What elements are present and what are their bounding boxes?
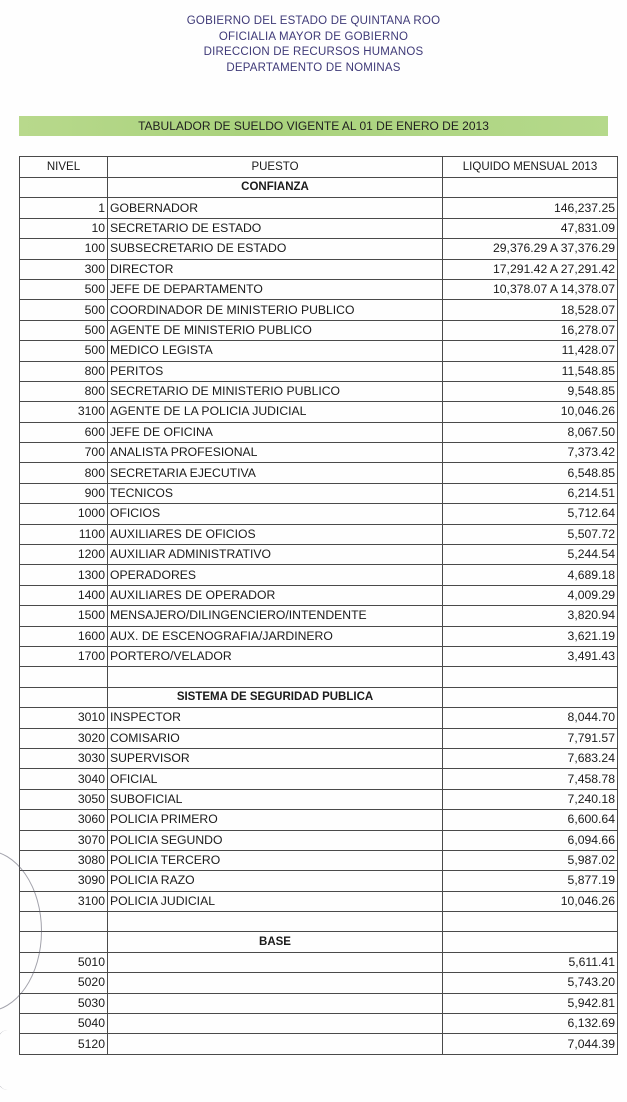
level-cell: 3020 bbox=[20, 728, 108, 748]
level-cell: 800 bbox=[20, 361, 108, 381]
table-row bbox=[20, 341, 618, 361]
blank-row bbox=[20, 912, 618, 932]
amount-cell: 5,743.20 bbox=[443, 973, 618, 993]
post-cell bbox=[108, 973, 443, 993]
amount-cell: 8,067.50 bbox=[443, 422, 618, 442]
section-level-cell bbox=[20, 178, 108, 198]
header-line-government: GOBIERNO DEL ESTADO DE QUINTANA ROO bbox=[186, 15, 441, 27]
amount-cell: 3,820.94 bbox=[443, 606, 618, 626]
level-cell: 1100 bbox=[20, 524, 108, 544]
table-row bbox=[20, 850, 618, 870]
table-row bbox=[20, 218, 618, 238]
amount-cell: 7,791.57 bbox=[443, 728, 618, 748]
amount-cell: 10,046.26 bbox=[443, 891, 618, 911]
post-cell: JEFE DE DEPARTAMENTO bbox=[108, 279, 443, 299]
post-cell: OFICIOS bbox=[108, 504, 443, 524]
amount-cell: 6,132.69 bbox=[443, 1014, 618, 1034]
level-cell: 800 bbox=[20, 381, 108, 401]
amount-cell: 17,291.42 A 27,291.42 bbox=[443, 259, 618, 279]
post-cell: AUXILIARES DE OPERADOR bbox=[108, 585, 443, 605]
post-cell: AUXILIARES DE OFICIOS bbox=[108, 524, 443, 544]
amount-cell: 146,237.25 bbox=[443, 198, 618, 218]
amount-cell: 5,712.64 bbox=[443, 504, 618, 524]
table-row bbox=[20, 565, 618, 585]
column-header-post: PUESTO bbox=[108, 157, 443, 178]
table-row bbox=[20, 789, 618, 809]
level-cell: 900 bbox=[20, 483, 108, 503]
amount-cell: 8,044.70 bbox=[443, 708, 618, 728]
table-row bbox=[20, 545, 618, 565]
post-cell: PORTERO/VELADOR bbox=[108, 646, 443, 666]
table-row bbox=[20, 728, 618, 748]
table-row bbox=[20, 1014, 618, 1034]
level-cell: 3010 bbox=[20, 708, 108, 728]
table-row bbox=[20, 504, 618, 524]
table-row bbox=[20, 871, 618, 891]
table-row bbox=[20, 483, 618, 503]
table-header-row bbox=[20, 157, 618, 178]
level-cell: 100 bbox=[20, 239, 108, 259]
amount-cell: 29,376.29 A 37,376.29 bbox=[443, 239, 618, 259]
post-cell: AUXILIAR ADMINISTRATIVO bbox=[108, 545, 443, 565]
section-row bbox=[20, 687, 618, 707]
post-cell: SUBSECRETARIO DE ESTADO bbox=[108, 239, 443, 259]
level-cell: 700 bbox=[20, 443, 108, 463]
post-cell: DIRECTOR bbox=[108, 259, 443, 279]
amount-cell: 11,428.07 bbox=[443, 341, 618, 361]
section-amount-cell bbox=[443, 932, 618, 952]
section-amount-cell bbox=[443, 687, 618, 707]
blank-cell bbox=[443, 912, 618, 932]
amount-cell: 10,378.07 A 14,378.07 bbox=[443, 279, 618, 299]
amount-cell: 3,621.19 bbox=[443, 626, 618, 646]
level-cell: 500 bbox=[20, 341, 108, 361]
banner-title: TABULADOR DE SUELDO VIGENTE AL 01 DE ENERO DE 2013 bbox=[138, 119, 489, 133]
post-cell: OPERADORES bbox=[108, 565, 443, 585]
level-cell: 1 bbox=[20, 198, 108, 218]
salary-table bbox=[19, 156, 618, 1055]
amount-cell: 18,528.07 bbox=[443, 300, 618, 320]
amount-cell: 5,877.19 bbox=[443, 871, 618, 891]
amount-cell: 6,548.85 bbox=[443, 463, 618, 483]
level-cell: 5020 bbox=[20, 973, 108, 993]
table-row bbox=[20, 1034, 618, 1054]
post-cell: SUPERVISOR bbox=[108, 748, 443, 768]
level-cell: 1200 bbox=[20, 545, 108, 565]
level-cell: 3070 bbox=[20, 830, 108, 850]
table-row bbox=[20, 646, 618, 666]
table-row bbox=[20, 810, 618, 830]
table-row bbox=[20, 973, 618, 993]
table-row bbox=[20, 585, 618, 605]
amount-cell: 7,458.78 bbox=[443, 769, 618, 789]
level-cell: 3040 bbox=[20, 769, 108, 789]
post-cell bbox=[108, 1034, 443, 1054]
level-cell: 3060 bbox=[20, 810, 108, 830]
level-cell: 1700 bbox=[20, 646, 108, 666]
post-cell: AGENTE DE MINISTERIO PUBLICO bbox=[108, 320, 443, 340]
section-row bbox=[20, 932, 618, 952]
level-cell: 1400 bbox=[20, 585, 108, 605]
section-title: BASE bbox=[108, 932, 443, 952]
level-cell: 5030 bbox=[20, 993, 108, 1013]
blank-cell bbox=[443, 667, 618, 687]
level-cell: 300 bbox=[20, 259, 108, 279]
level-cell: 500 bbox=[20, 279, 108, 299]
blank-cell bbox=[20, 667, 108, 687]
amount-cell: 5,987.02 bbox=[443, 850, 618, 870]
amount-cell: 16,278.07 bbox=[443, 320, 618, 340]
post-cell bbox=[108, 952, 443, 972]
level-cell: 3100 bbox=[20, 891, 108, 911]
amount-cell: 3,491.43 bbox=[443, 646, 618, 666]
amount-cell: 6,214.51 bbox=[443, 483, 618, 503]
level-cell: 1500 bbox=[20, 606, 108, 626]
post-cell: POLICIA SEGUNDO bbox=[108, 830, 443, 850]
table-row bbox=[20, 993, 618, 1013]
post-cell: GOBERNADOR bbox=[108, 198, 443, 218]
table-row bbox=[20, 830, 618, 850]
level-cell: 1600 bbox=[20, 626, 108, 646]
header-line-direction: DIRECCION DE RECURSOS HUMANOS bbox=[203, 46, 424, 58]
level-cell: 1300 bbox=[20, 565, 108, 585]
section-level-cell bbox=[20, 687, 108, 707]
table-row bbox=[20, 769, 618, 789]
post-cell: AGENTE DE LA POLICIA JUDICIAL bbox=[108, 402, 443, 422]
blank-row bbox=[20, 667, 618, 687]
amount-cell: 4,009.29 bbox=[443, 585, 618, 605]
post-cell: TECNICOS bbox=[108, 483, 443, 503]
post-cell: OFICIAL bbox=[108, 769, 443, 789]
level-cell: 500 bbox=[20, 320, 108, 340]
table-row bbox=[20, 443, 618, 463]
level-cell: 5040 bbox=[20, 1014, 108, 1034]
table-row bbox=[20, 422, 618, 442]
amount-cell: 6,600.64 bbox=[443, 810, 618, 830]
section-title: SISTEMA DE SEGURIDAD PUBLICA bbox=[108, 687, 443, 707]
blank-cell bbox=[108, 667, 443, 687]
level-cell: 3090 bbox=[20, 871, 108, 891]
level-cell: 5010 bbox=[20, 952, 108, 972]
amount-cell: 5,942.81 bbox=[443, 993, 618, 1013]
post-cell: ANALISTA PROFESIONAL bbox=[108, 443, 443, 463]
column-header-amount: LIQUIDO MENSUAL 2013 bbox=[443, 157, 618, 178]
table-row bbox=[20, 524, 618, 544]
level-cell: 3030 bbox=[20, 748, 108, 768]
table-row bbox=[20, 626, 618, 646]
post-cell: COORDINADOR DE MINISTERIO PUBLICO bbox=[108, 300, 443, 320]
table-row bbox=[20, 952, 618, 972]
amount-cell: 5,244.54 bbox=[443, 545, 618, 565]
post-cell: PERITOS bbox=[108, 361, 443, 381]
level-cell: 1000 bbox=[20, 504, 108, 524]
post-cell: SECRETARIO DE MINISTERIO PUBLICO bbox=[108, 381, 443, 401]
amount-cell: 7,240.18 bbox=[443, 789, 618, 809]
title-banner bbox=[19, 116, 608, 136]
table-row bbox=[20, 300, 618, 320]
table-body bbox=[20, 178, 618, 1055]
amount-cell: 4,689.18 bbox=[443, 565, 618, 585]
table-row bbox=[20, 708, 618, 728]
post-cell: SECRETARIO DE ESTADO bbox=[108, 218, 443, 238]
amount-cell: 6,094.66 bbox=[443, 830, 618, 850]
level-cell: 600 bbox=[20, 422, 108, 442]
post-cell: COMISARIO bbox=[108, 728, 443, 748]
amount-cell: 5,611.41 bbox=[443, 952, 618, 972]
table-row bbox=[20, 381, 618, 401]
amount-cell: 47,831.09 bbox=[443, 218, 618, 238]
table-row bbox=[20, 748, 618, 768]
level-cell: 10 bbox=[20, 218, 108, 238]
column-header-level: NIVEL bbox=[20, 157, 108, 178]
amount-cell: 5,507.72 bbox=[443, 524, 618, 544]
amount-cell: 10,046.26 bbox=[443, 402, 618, 422]
table-row bbox=[20, 402, 618, 422]
level-cell: 3050 bbox=[20, 789, 108, 809]
amount-cell: 7,373.42 bbox=[443, 443, 618, 463]
table-row bbox=[20, 463, 618, 483]
post-cell: AUX. DE ESCENOGRAFIA/JARDINERO bbox=[108, 626, 443, 646]
section-row bbox=[20, 178, 618, 198]
header-line-office: OFICIALIA MAYOR DE GOBIERNO bbox=[218, 30, 409, 43]
post-cell: POLICIA PRIMERO bbox=[108, 810, 443, 830]
level-cell: 3100 bbox=[20, 402, 108, 422]
table-row bbox=[20, 320, 618, 340]
table-row bbox=[20, 198, 618, 218]
post-cell: MENSAJERO/DILINGENCIERO/INTENDENTE bbox=[108, 606, 443, 626]
amount-cell: 11,548.85 bbox=[443, 361, 618, 381]
amount-cell: 7,683.24 bbox=[443, 748, 618, 768]
document-header bbox=[0, 14, 627, 76]
amount-cell: 9,548.85 bbox=[443, 381, 618, 401]
section-title: CONFIANZA bbox=[108, 178, 443, 198]
post-cell: POLICIA TERCERO bbox=[108, 850, 443, 870]
post-cell: SUBOFICIAL bbox=[108, 789, 443, 809]
table-row bbox=[20, 361, 618, 381]
post-cell: POLICIA RAZO bbox=[108, 871, 443, 891]
level-cell: 500 bbox=[20, 300, 108, 320]
level-cell: 3080 bbox=[20, 850, 108, 870]
post-cell: POLICIA JUDICIAL bbox=[108, 891, 443, 911]
post-cell: MEDICO LEGISTA bbox=[108, 341, 443, 361]
post-cell bbox=[108, 1014, 443, 1034]
post-cell: SECRETARIA EJECUTIVA bbox=[108, 463, 443, 483]
table-row bbox=[20, 239, 618, 259]
level-cell: 5120 bbox=[20, 1034, 108, 1054]
section-amount-cell bbox=[443, 178, 618, 198]
blank-cell bbox=[108, 912, 443, 932]
table-row bbox=[20, 279, 618, 299]
post-cell: INSPECTOR bbox=[108, 708, 443, 728]
level-cell: 800 bbox=[20, 463, 108, 483]
amount-cell: 7,044.39 bbox=[443, 1034, 618, 1054]
post-cell bbox=[108, 993, 443, 1013]
post-cell: JEFE DE OFICINA bbox=[108, 422, 443, 442]
table-row bbox=[20, 259, 618, 279]
table-row bbox=[20, 606, 618, 626]
table-row bbox=[20, 891, 618, 911]
header-line-department: DEPARTAMENTO DE NOMINAS bbox=[226, 61, 401, 74]
